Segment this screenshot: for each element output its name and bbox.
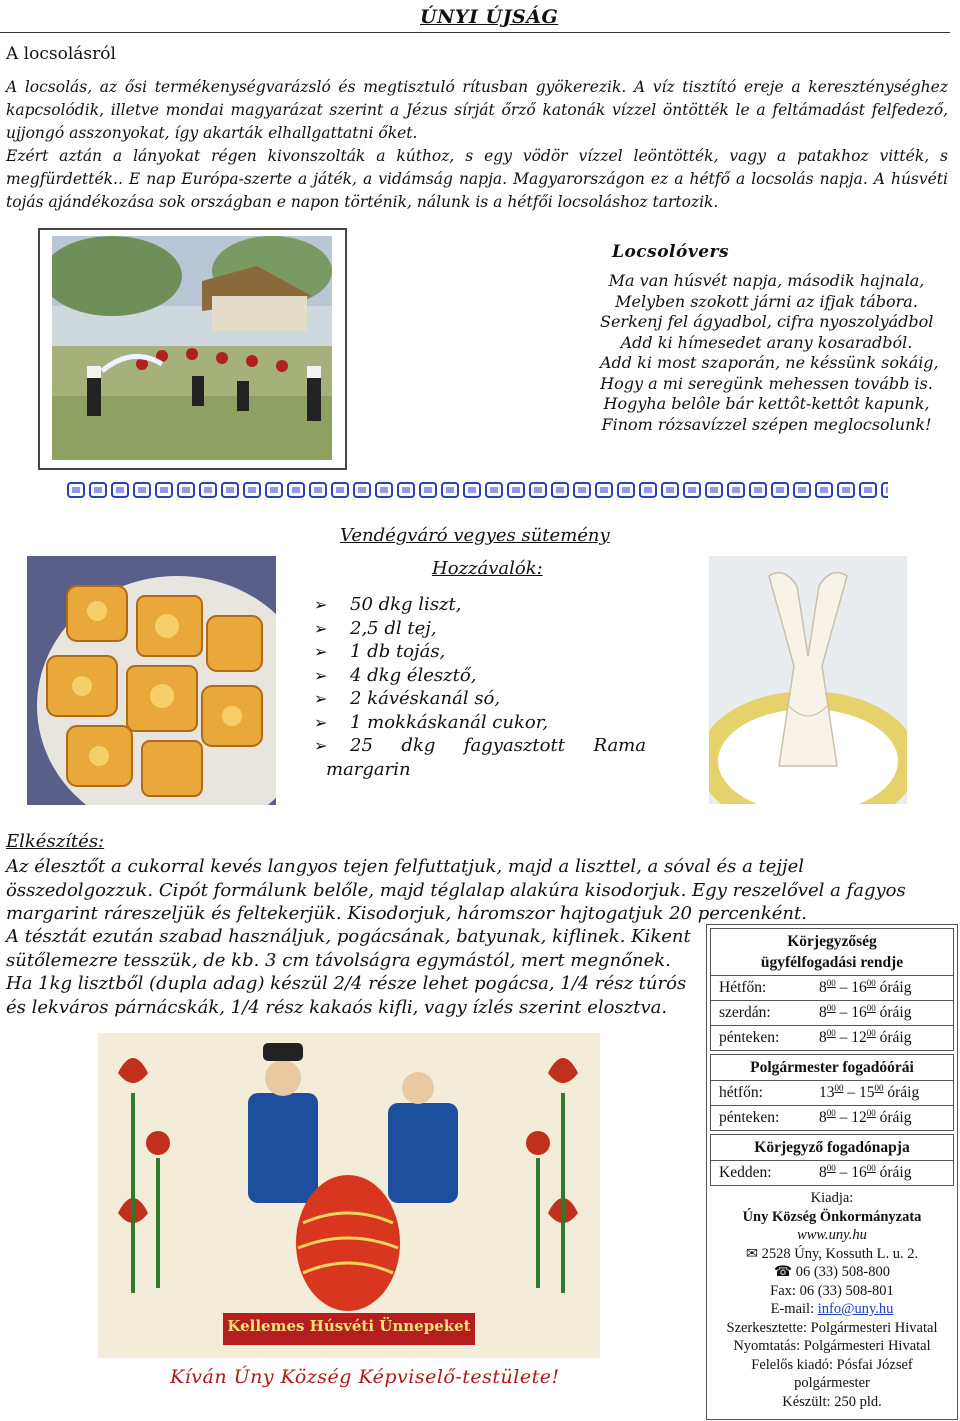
- email-label: E-mail:: [770, 1301, 818, 1317]
- intro-paragraph-2: Ezért aztán a lányokat régen kivonszolták a kúthoz, s egy vödör vízzel leöntötték, vagy a patakhoz vitték, s megfürdették.. E nap Európa-szerte a játék, a vidámság napja. Magyarországon ez a hétfő a locsolás napja. A húsvéti tojás ajándékozása sok országban e napon történik, nálunk is a hétfői locsoláshoz tartozik.: [6, 147, 948, 211]
- day-label: Hétfőn:: [719, 979, 767, 996]
- poem-line: Serkenj fel ágyadbol, cifra nyoszolyádbol: [600, 312, 934, 331]
- hours-row: [711, 975, 953, 1000]
- hours-row: [711, 1025, 953, 1050]
- ingredient-word: fagyasztott: [463, 735, 565, 756]
- ingredient-text: 2 kávéskanál só,: [350, 688, 501, 709]
- office-hours-panel: [706, 924, 958, 1420]
- editor-line: Szerkesztette: Polgármesteri Hivatal: [726, 1319, 938, 1336]
- preparation-paragraph: A tésztát ezután szabad használjuk, pogácsának, batyunak, kiflinek. Kikent sütőlemezre tesszük, de kb. 3 cm távolságra egymástól, mert megnőnek.: [6, 926, 691, 971]
- notary-title-line: Körjegyzőség: [787, 933, 877, 950]
- printer-line: Nyomtatás: Polgármesteri Hivatal: [733, 1338, 931, 1354]
- list-item: [314, 593, 646, 617]
- day-label: pénteken:: [719, 1029, 780, 1046]
- ingredient-word: dkg: [401, 735, 436, 756]
- phone-icon: ☎: [774, 1264, 793, 1280]
- address-text: 2528 Úny, Kossuth L. u. 2.: [761, 1245, 919, 1262]
- recipe-title: Vendégváró vegyes sütemény: [340, 525, 610, 546]
- greeting-text: Kíván Úny Község Képviselő-testülete!: [170, 1366, 560, 1388]
- poem-body: [600, 271, 939, 435]
- email-link[interactable]: info@uny.hu: [817, 1301, 894, 1317]
- notary-title-line: ügyfélfogadási rendje: [760, 954, 904, 971]
- publisher-label: Kiadja:: [810, 1190, 854, 1206]
- fax-line: Fax: 06 (33) 508-801: [770, 1282, 894, 1299]
- ingredients-title: Hozzávalók:: [432, 558, 543, 579]
- section-title: A locsolásról: [6, 44, 116, 64]
- hours-row: [711, 1080, 953, 1105]
- postcard-banner: Kellemes Húsvéti Ünnepeket: [227, 1317, 471, 1335]
- print-run-line: Készült: 250 pld.: [782, 1393, 882, 1410]
- publisher-name: Úny Község Önkormányzata: [742, 1208, 922, 1225]
- list-item: [314, 687, 646, 711]
- poem-line: Hogy a mi seregünk mehessen tovább is.: [600, 373, 933, 393]
- ingredients-list: [314, 593, 646, 781]
- intro-paragraph-1: A locsolás, az ősi termékenységvarázsló és megtisztuló rítusban gyökerezik. A víz tisztító ereje a kereszténységhez kapcsolódik, illetve mondai magyarázat szerint a Jézus sírját őrző katonák vízzel öntötték le a feltámadást felfedező, ujjongó asszonyokat, így akarták elhallgattatni őket.: [6, 78, 948, 142]
- ingredient-continuation: margarin: [326, 758, 411, 780]
- responsible-publisher-line: Felelős kiadó: Pósfai József: [751, 1356, 913, 1373]
- hours-row: [711, 1160, 953, 1185]
- header-divider: [0, 32, 950, 33]
- mayor-hours-box: [710, 1054, 954, 1131]
- preparation-paragraph: Az élesztőt a cukorral kevés langyos tejen felfuttatjuk, majd a liszttel, a sóval és a tejjel összedolgozzuk. Cipót formálunk belőle, majd téglalap alakúra kisodorjuk. Egy reszelővel a fagyos margarint ráreszeljük és feltekerjük. Kisodorjuk, háromszor hajtogatjuk 20 percenként.: [6, 856, 906, 924]
- address-line: [707, 1245, 957, 1264]
- pastry-photo: [27, 556, 276, 805]
- easter-postcard-image: [98, 1033, 600, 1358]
- arrow-bullet-icon: ➢: [314, 665, 328, 685]
- time-range: $13^{00} - 15^{00}$ óráig: [819, 1083, 920, 1102]
- day-label: Kedden:: [719, 1164, 772, 1181]
- ingredient-text: 4 dkg élesztő,: [350, 664, 477, 686]
- list-item: [314, 664, 646, 688]
- preparation-title: Elkészítés:: [6, 831, 105, 852]
- ingredient-text: 2,5 dl tej,: [350, 617, 437, 639]
- list-item: [314, 640, 646, 664]
- poem-line: Ma van húsvét napja, második hajnala,: [608, 271, 925, 290]
- preparation-text-wide: [6, 855, 948, 926]
- responsible-title-line: polgármester: [794, 1375, 870, 1391]
- ingredient-text: 50 dkg liszt,: [350, 594, 462, 615]
- ingredient-word: 25: [350, 735, 373, 756]
- folk-dance-painting: [52, 236, 332, 460]
- mayor-hours-title: Polgármester fogadóórái: [750, 1059, 914, 1076]
- ingredient-word: Rama: [593, 735, 646, 756]
- ornamental-border: [66, 481, 888, 499]
- preparation-paragraph: Ha 1kg lisztből (dupla adag) készül 2/4 része lehet pogácsa, 1/4 rész túrós és lekváros párnácskák, 1/4 rész kakaós kifli, vagy ízlés szerint elosztva.: [6, 973, 687, 1018]
- notary-day-title: Körjegyző fogadónapja: [754, 1139, 910, 1156]
- bunny-napkin-photo: [709, 556, 907, 804]
- phone-text: 06 (33) 508-800: [795, 1264, 890, 1280]
- poem-line: Finom rózsavízzel szépen meglocsolunk!: [601, 414, 932, 434]
- time-range: $8^{00} - 12^{00}$ óráig: [819, 1108, 912, 1127]
- list-item: [314, 711, 646, 735]
- time-range: $8^{00} - 16^{00}$ óráig: [819, 1163, 912, 1182]
- arrow-bullet-icon: ➢: [314, 642, 328, 661]
- ingredient-text: 1 mokkáskanál cukor,: [350, 711, 549, 733]
- poem-line: Hogyha belôle bár kettôt-kettôt kapunk,: [603, 394, 930, 413]
- day-label: hétfőn:: [719, 1084, 763, 1101]
- arrow-bullet-icon: ➢: [314, 595, 328, 614]
- arrow-bullet-icon: ➢: [314, 689, 328, 708]
- day-label: pénteken:: [719, 1109, 780, 1126]
- hours-row: [711, 1000, 953, 1025]
- envelope-icon: ✉: [745, 1245, 758, 1262]
- notary-hours-title: [711, 929, 953, 975]
- list-item: [314, 734, 646, 758]
- time-range: $8^{00} - 16^{00}$ óráig: [819, 1003, 912, 1022]
- day-label: szerdán:: [719, 1004, 771, 1021]
- preparation-text-narrow: [6, 925, 696, 1019]
- ingredient-text: [350, 734, 646, 758]
- website-link[interactable]: www.uny.hu: [797, 1227, 867, 1243]
- poem-title: Locsolóvers: [612, 242, 730, 262]
- time-range: $8^{00} - 12^{00}$ óráig: [819, 1028, 912, 1047]
- notary-day-box: [710, 1134, 954, 1186]
- poem-line: Add ki hímesedet arany kosaradból.: [620, 332, 913, 352]
- time-range: $8^{00} - 16^{00}$ óráig: [819, 978, 912, 997]
- phone-line: [707, 1263, 957, 1282]
- arrow-bullet-icon: ➢: [314, 736, 328, 755]
- intro-text: [6, 76, 948, 214]
- poem-line: Add ki most szaporán, ne késsünk sokáig,: [600, 353, 939, 372]
- arrow-bullet-icon: ➢: [314, 618, 328, 638]
- arrow-bullet-icon: ➢: [314, 712, 328, 732]
- poem-line: Melyben szokott járni az ifjak tábora.: [615, 291, 918, 311]
- newspaper-title: ÚNYI ÚJSÁG: [420, 6, 559, 28]
- list-item: [314, 617, 646, 641]
- publisher-info: [707, 1189, 957, 1411]
- email-line: [707, 1300, 957, 1319]
- notary-hours-box: [710, 928, 954, 1051]
- ingredient-text: 1 db tojás,: [350, 641, 446, 662]
- hours-row: [711, 1105, 953, 1130]
